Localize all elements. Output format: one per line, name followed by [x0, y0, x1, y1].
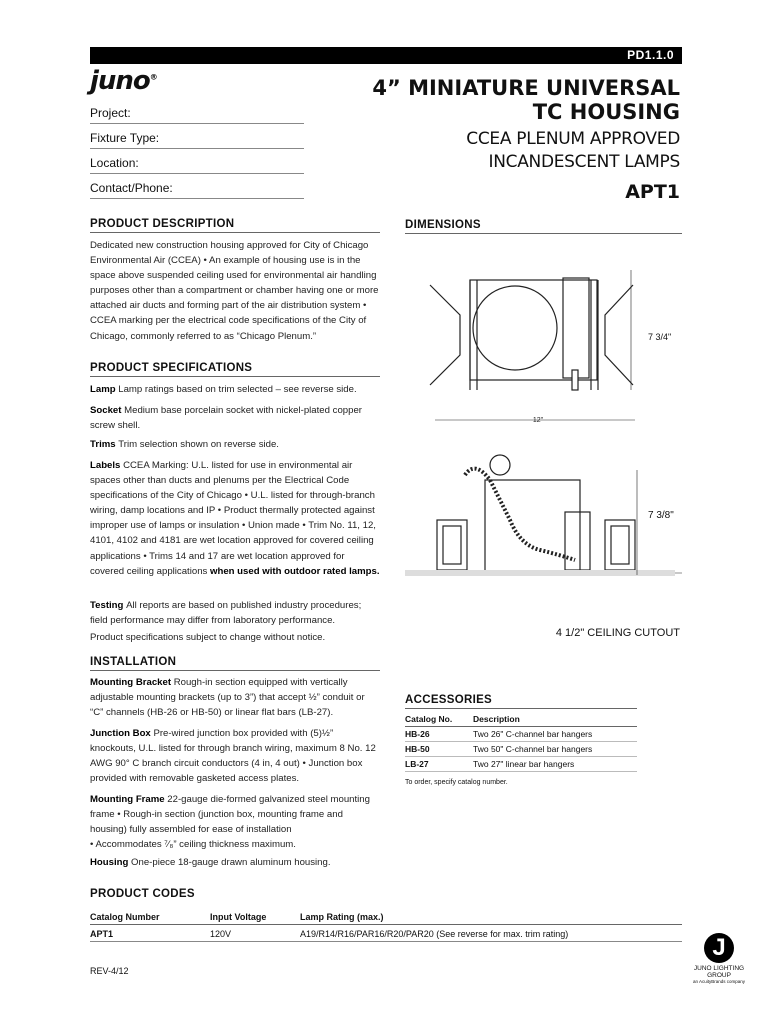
codes-col-voltage: Input Voltage: [210, 910, 300, 925]
spec-testing: Testing All reports are based on published industry procedures; field performance may differ from laboratory performance.: [90, 600, 362, 627]
subtitle-line2: INCANDESCENT LAMPS: [488, 152, 680, 172]
product-description-text: Dedicated new construction housing approved for City of Chicago Environmental Air (CCEA) • An example of housing use is in the space above suspended ceiling used for environmental air handling purposes other than a compartment or chamber having one or more attached air ducts and forming part of the air distribution system • CCEA marking per the electrical code specifications of the City of Chicago, commonly referred to as “Chicago Plenum.”: [90, 240, 379, 342]
install-housing: Housing One-piece 18-gauge drawn aluminum housing.: [90, 857, 331, 868]
table-row: HB-26 Two 26" C-channel bar hangers: [405, 727, 637, 742]
table-row: HB-50 Two 50" C-channel bar hangers: [405, 742, 637, 757]
title-line2: TC HOUSING: [532, 100, 680, 124]
contact-field[interactable]: Contact/Phone:: [90, 181, 304, 199]
installation-heading: INSTALLATION: [90, 656, 380, 671]
dimensions-heading: DIMENSIONS: [405, 219, 682, 234]
spec-labels: Labels CCEA Marking: U.L. listed for use in environmental air spaces other than ducts and plenums per the Electrical Code specifications of the City of Chicago • U.L. listed for through-branch wiring, damp locations and IP • Product thermally protected against improper use of lamps or insulation • Union made • Trim No. 11, 12, 4101, 4102 and 4181 are wet location approved for covered ceiling applications • Trims 14 and 17 are wet location approved for covered ceiling applications when used with outdoor rated lamps.: [90, 460, 380, 577]
location-field[interactable]: Location:: [90, 156, 304, 174]
product-description-heading: PRODUCT DESCRIPTION: [90, 218, 380, 233]
spec-socket: Socket Medium base porcelain socket with nickel-plated copper screw shell.: [90, 405, 362, 432]
table-row: LB-27 Two 27" linear bar hangers: [405, 757, 637, 772]
model-number: APT1: [625, 181, 680, 203]
title-line1: 4” MINIATURE UNIVERSAL: [372, 76, 680, 100]
accessories-table: [405, 713, 637, 772]
cutout-label: 4 1/2" CEILING CUTOUT: [555, 627, 680, 639]
subtitle-line1: CCEA PLENUM APPROVED: [466, 129, 680, 149]
top-view-drawing: [430, 270, 635, 420]
product-codes-heading: PRODUCT CODES: [90, 888, 195, 900]
install-frame: Mounting Frame 22-gauge die-formed galvanized steel mounting frame • Rough-in section (junction box, mounting frame and housing) fully assembled for ease of installation • Accommodates ⁷⁄₈” ceiling thickness maximum.: [90, 794, 370, 851]
fixture-type-field[interactable]: Fixture Type:: [90, 131, 304, 149]
juno-lighting-group-logo: [686, 933, 752, 984]
dim-height-side-label: 7 3/8": [648, 510, 674, 521]
product-codes-table: [90, 910, 682, 942]
accessories-note: To order, specify catalog number.: [405, 779, 508, 786]
side-view-drawing: [405, 455, 682, 576]
install-bracket: Mounting Bracket Rough-in section equipped with vertically adjustable mounting brackets (up to 3”) that accept ½” conduit or “C” channels (HB-26 or HB-50) or linear flat bars (LB-27).: [90, 677, 365, 719]
codes-col-catalog: Catalog Number: [90, 910, 210, 925]
table-row: APT1 120V A19/R14/R16/PAR16/R20/PAR20 (See reverse for max. trim rating): [90, 925, 682, 942]
company-name: JUNO LIGHTING GROUP: [693, 965, 745, 979]
spec-lamp: Lamp Lamp ratings based on trim selected – see reverse side.: [90, 384, 357, 395]
install-jbox: Junction Box Pre-wired junction box provided with (5)½” knockouts, U.L. listed for through branch wiring, maximum 8 No. 12 AWG 90° C branch circuit conductors (4 in, 4 out) • Junction box provided with removable gasketed access plates.: [90, 728, 376, 785]
acc-col-catalog: Catalog No.: [405, 713, 473, 727]
spec-note: Product specifications subject to change without notice.: [90, 632, 326, 643]
doc-code: PD1.1.0: [627, 48, 674, 62]
product-specifications-heading: PRODUCT SPECIFICATIONS: [90, 362, 380, 377]
j-logo-icon: J: [704, 933, 734, 963]
company-subname: an AcuityBrands company: [692, 979, 746, 984]
dim-width-label: 12": [532, 417, 544, 424]
dim-height-top-label: 7 3/4": [648, 332, 672, 342]
dimension-drawings: [405, 240, 682, 650]
codes-col-lamp: Lamp Rating (max.): [300, 910, 682, 925]
spec-trims: Trims Trim selection shown on reverse side.: [90, 439, 279, 450]
accessories-heading: ACCESSORIES: [405, 694, 637, 709]
acc-col-description: Description: [473, 713, 637, 727]
juno-logo: juno®: [90, 66, 157, 96]
project-field[interactable]: Project:: [90, 106, 304, 124]
revision-label: REV-4/12: [90, 966, 129, 976]
header-bar: [90, 47, 682, 64]
